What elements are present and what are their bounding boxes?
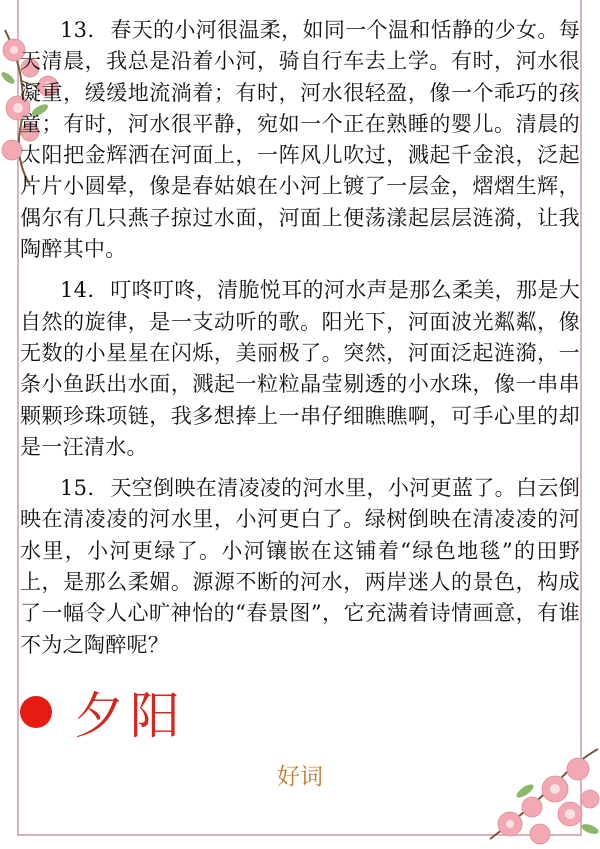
paragraph-14 bbox=[20, 275, 580, 463]
paragraph-text: 春天的小河很温柔，如同一个温和恬静的少女。每天清晨，我总是沿着小河，骑自行车去上学。有时，河水很凝重，缓缓地流淌着；有时，河水很轻盈，像一个乖巧的孩童；有时，河水很平静，宛如一个正在熟睡的婴儿。清晨的太阳把金辉洒在河面上，一阵风儿吹过，溅起千金浪，泛起片片小圆晕，像是春姑娘在小河上镀了一层金，熠熠生辉，偶尔有几只燕子掠过水面，河面上便荡漾起层层涟漪，让我陶醉其中。 bbox=[20, 18, 580, 262]
section-heading bbox=[20, 682, 186, 745]
paragraph-number: 15. bbox=[60, 476, 95, 501]
paragraph-number: 13. bbox=[60, 18, 95, 42]
flower-branch-bottom-right bbox=[470, 729, 600, 849]
section-subtitle: 好词 bbox=[277, 764, 323, 790]
paragraph-15 bbox=[20, 473, 580, 661]
paragraph-text: 叮咚叮咚，清脆悦耳的河水声是那么柔美，那是大自然的旋律，是一支动听的歌。阳光下，河面波光粼粼，像无数的小星星在闪烁，美丽极了。突然，河面泛起涟漪，一条小鱼跃出水面，溅起一粒粒晶莹剔透的小水珠，像一串串颗颗珍珠项链，我多想捧上一串仔细瞧瞧啊，可手心里的却是一汪清水。 bbox=[20, 278, 580, 459]
paragraph-13 bbox=[20, 15, 580, 265]
text-area bbox=[20, 15, 580, 671]
paragraph-text: 天空倒映在清凌凌的河水里，小河更蓝了。白云倒映在清凌凌的河水里，小河更白了。绿树倒映在清凌凌的河水里，小河更绿了。小河镶嵌在这铺着“绿色地毯”的田野上，是那么柔媚。源源不断的河水，两岸迷人的景色，构成了一幅令人心旷神怡的“春景图”，它充满着诗情画意，有谁不为之陶醉呢？ bbox=[20, 476, 580, 657]
section-title: 夕阳 bbox=[74, 687, 186, 745]
bullet-dot-icon bbox=[20, 696, 52, 728]
paragraph-number: 14. bbox=[60, 278, 95, 303]
